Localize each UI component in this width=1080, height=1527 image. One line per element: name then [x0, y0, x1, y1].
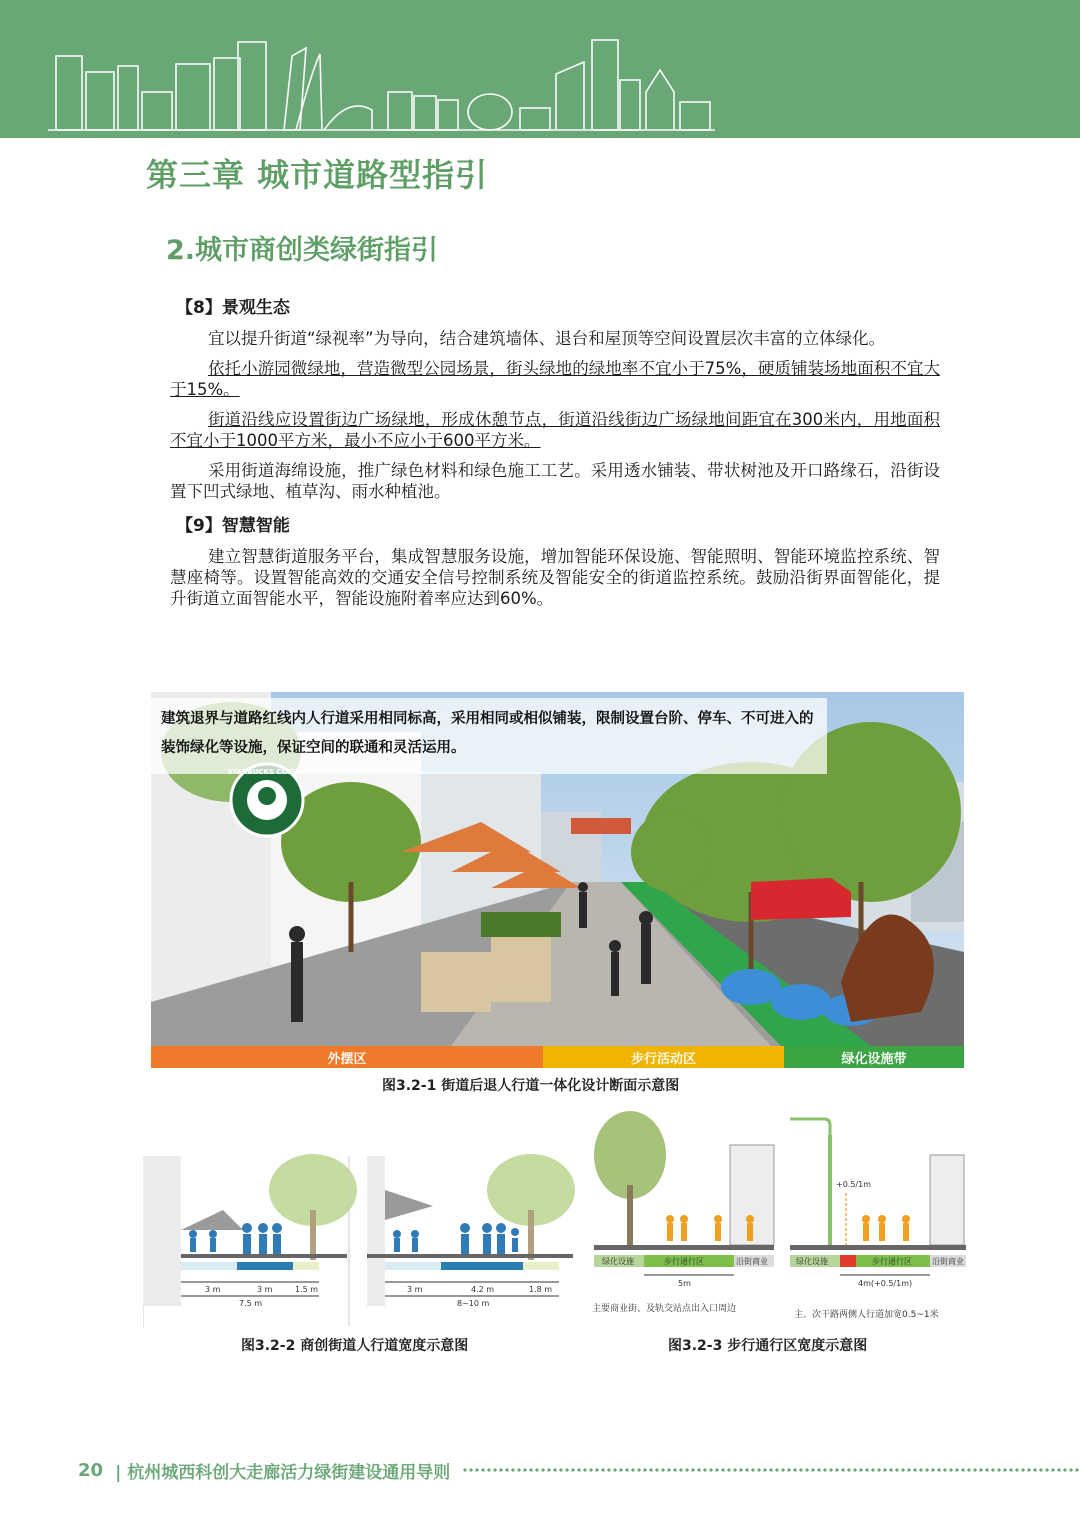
zone-label: 沿街商业 [736, 1257, 768, 1266]
zone-label: 绿化设施 [796, 1257, 828, 1266]
figure-3-caption: 图3.2-3 步行通行区宽度示意图 [668, 1338, 868, 1354]
page-number: 20 [78, 1459, 104, 1481]
segment-label: 1.5 m [295, 1285, 319, 1294]
total-width-label: 8~10 m [457, 1299, 490, 1308]
segment-label: 3 m [257, 1285, 273, 1294]
section-title: 2.城市商创类绿街指引 [166, 235, 439, 266]
segment-label: 4.2 m [471, 1285, 495, 1294]
zone-label: 步行通行区 [664, 1257, 704, 1266]
paragraph: 依托小游园微绿地，营造微型公园场景，街头绿地的绿地率不宜小于75%，硬质铺装场地面积不宜大于15%。 [170, 359, 940, 399]
figure-note: 主要商业街、及轨交站点出入口周边 [592, 1304, 737, 1314]
sidewalk-width-diagram [143, 1150, 575, 1330]
figure-note: 主、次干路两侧人行道加宽0.5~1米 [794, 1310, 939, 1320]
zone-green-facility: 绿化设施带 [784, 1046, 964, 1068]
figure-2-caption: 图3.2-2 商创街道人行道宽度示意图 [241, 1338, 469, 1354]
zone-label: 步行通行区 [872, 1257, 912, 1266]
segment-label: 3 m [205, 1285, 221, 1294]
zone-label: 绿化设施 [602, 1257, 634, 1266]
footer-dotted-rule [462, 1468, 1080, 1472]
paragraph: 宜以提升街道“绿视率”为导向，结合建筑墙体、退台和屋顶等空间设置层次丰富的立体绿化。 [208, 329, 886, 348]
footer-document-title: | 杭州城西科创大走廊活力绿街建设通用导则 [115, 1462, 451, 1483]
paragraph: 建立智慧街道服务平台，集成智慧服务设施，增加智能环保设施、智能照明、智能环境监控系统、智慧座椅等。设置智能高效的交通安全信号控制系统及智能安全的街道监控系统。鼓励沿街界面智能化，提升街道立面智能水平，智能设施附着率应达到60%。 [170, 547, 940, 608]
paragraph: 街道沿线应设置街边广场绿地，形成休憩节点，街道沿线街边广场绿地间距宜在300米内，用地面积不宜小于1000平方米，最小不应小于600平方米。 [170, 410, 940, 450]
zone-outdoor-seating: 外摆区 [151, 1046, 543, 1068]
body-content [170, 293, 940, 618]
chapter-title: 第三章 城市道路型指引 [146, 156, 489, 194]
zone-label: 沿街商业 [932, 1257, 964, 1266]
street-rendering-figure [151, 692, 964, 1068]
segment-label: 1.8 m [529, 1285, 553, 1294]
extra-width-label: +0.5/1m [836, 1180, 872, 1189]
skyline-illustration [0, 0, 1080, 138]
walking-zone-width-diagram [590, 1105, 970, 1327]
zone-walking-activity: 步行活动区 [543, 1046, 784, 1068]
zone-legend-bar [151, 1046, 964, 1068]
walking-zone-illustration [590, 1105, 970, 1327]
page-footer [78, 1457, 1080, 1483]
total-width-label: 7.5 m [239, 1299, 263, 1308]
header-band [0, 0, 1080, 138]
section-heading-smart: 【9】智慧智能 [176, 516, 290, 536]
sidewalk-width-illustration [143, 1150, 575, 1330]
segment-label: 3 m [407, 1285, 423, 1294]
paragraph: 采用街道海绵设施，推广绿色材料和绿色施工工艺。采用透水铺装、带状树池及开口路缘石，沿街设置下凹式绿地、植草沟、雨水种植池。 [170, 461, 940, 501]
width-label: 5m [678, 1279, 691, 1288]
section-heading-landscape: 【8】景观生态 [176, 298, 290, 318]
figure-1-caption: 图3.2-1 街道后退人行道一体化设计断面示意图 [382, 1078, 680, 1094]
figure-callout: 建筑退界与道路红线内人行道采用相同标高，采用相同或相似铺装，限制设置台阶、停车、不可进入的装饰绿化等设施，保证空间的联通和灵活运用。 [151, 698, 827, 774]
width-label: 4m(+0.5/1m) [858, 1279, 913, 1288]
